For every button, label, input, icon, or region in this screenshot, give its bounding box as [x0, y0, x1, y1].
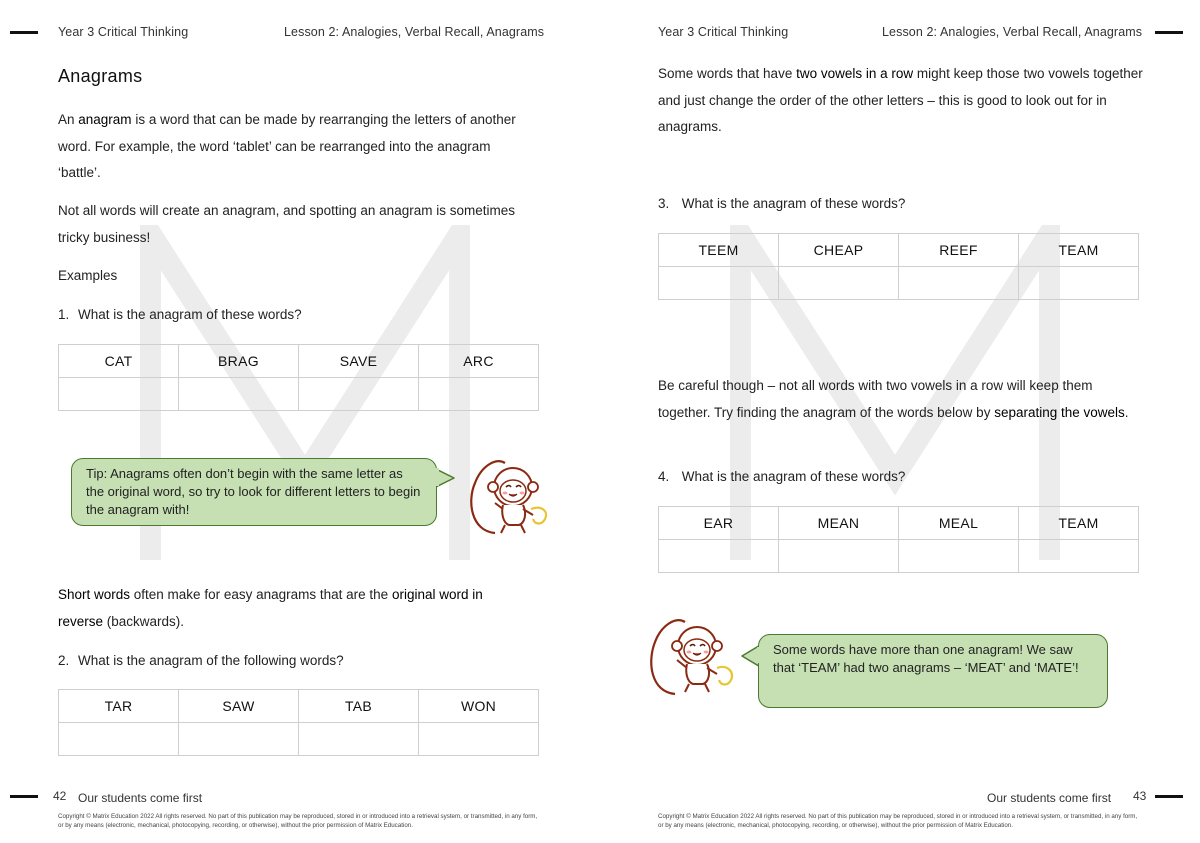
- q2-word: WON: [419, 690, 539, 723]
- short-words-paragraph: Short words often make for easy anagrams that are the original word in reverse (backwards).: [58, 587, 483, 629]
- tricky-paragraph: Not all words will create an anagram, and spotting an anagram is sometimes tricky business!: [58, 203, 515, 245]
- q2-answer-cell[interactable]: [179, 723, 299, 756]
- q1-answer-table: [58, 344, 539, 411]
- q4-answer-cell[interactable]: [899, 540, 1019, 573]
- page-number: 43: [1133, 789, 1147, 803]
- q4-word: TEAM: [1019, 507, 1139, 540]
- info-bubble-tail-join: [757, 647, 763, 663]
- q1-word: CAT: [59, 345, 179, 378]
- q1-answer-cell[interactable]: [299, 378, 419, 411]
- vowels-paragraph: Some words that have two vowels in a row might keep those two vowels together and just change the order of the other letters – this is good to look out for in anagrams.: [658, 66, 1143, 134]
- tip-bubble: Tip: Anagrams often don’t begin with the same letter as the original word, so try to look for different letters to begin the anagram with!: [71, 458, 437, 526]
- header-course: Year 3 Critical Thinking: [58, 25, 189, 39]
- careful-paragraph: Be careful though – not all words with two vowels in a row will keep them together. Try finding the anagram of the words below by separating the vowels.: [658, 378, 1129, 420]
- question-3: 3. What is the anagram of these words?: [658, 196, 906, 211]
- footer-tagline: Our students come first: [78, 791, 203, 805]
- q3-answer-table: [658, 233, 1139, 300]
- q1-answer-cell[interactable]: [419, 378, 539, 411]
- footer-tagline: Our students come first: [987, 791, 1112, 805]
- q2-answer-table: [58, 689, 539, 756]
- monkey-mascot-icon: [645, 612, 737, 702]
- header-lesson: Lesson 2: Analogies, Verbal Recall, Anagrams: [284, 25, 545, 39]
- q2-word: TAR: [59, 690, 179, 723]
- footer-rule: [10, 795, 38, 798]
- q1-word: SAVE: [299, 345, 419, 378]
- page-right: [600, 0, 1200, 843]
- q4-word: EAR: [659, 507, 779, 540]
- copyright-notice: Copyright © Matrix Education 2022 All rights reserved. No part of this publication may be reproduced, stored in or introduced into a retrieval system, or transmitted, in any form, or by any means (electronic, mechanical, photocopying, recording, or otherwise), without the prior permission of Matrix Education.: [658, 813, 1138, 829]
- q3-answer-cell[interactable]: [1019, 267, 1139, 300]
- keyword-anagram: anagram: [78, 112, 132, 127]
- q2-word: SAW: [179, 690, 299, 723]
- copyright-notice: Copyright © Matrix Education 2022 All rights reserved. No part of this publication may be reproduced, stored in or introduced into a retrieval system, or transmitted, in any form, or by any means (electronic, mechanical, photocopying, recording, or otherwise), without the prior permission of Matrix Education.: [58, 813, 538, 829]
- q3-word: TEEM: [659, 234, 779, 267]
- intro-paragraph: An anagram is a word that can be made by rearranging the letters of another word. For example, the word ‘tablet’ can be rearranged into the anagram ‘battle’.: [58, 112, 516, 180]
- q1-answer-cell[interactable]: [59, 378, 179, 411]
- q2-word: TAB: [299, 690, 419, 723]
- q4-answer-cell[interactable]: [779, 540, 899, 573]
- q3-answer-cell[interactable]: [899, 267, 1019, 300]
- question-1: 1. What is the anagram of these words?: [58, 307, 302, 322]
- q3-word: TEAM: [1019, 234, 1139, 267]
- question-2: 2. What is the anagram of the following words?: [58, 653, 344, 668]
- header-lesson: Lesson 2: Analogies, Verbal Recall, Anagrams: [882, 25, 1143, 39]
- examples-heading: Examples: [58, 268, 118, 283]
- q1-word: ARC: [419, 345, 539, 378]
- page-number: 42: [53, 789, 67, 803]
- q3-answer-cell[interactable]: [779, 267, 899, 300]
- q2-answer-cell[interactable]: [419, 723, 539, 756]
- q1-answer-cell[interactable]: [179, 378, 299, 411]
- q4-word: MEAL: [899, 507, 1019, 540]
- q1-word: BRAG: [179, 345, 299, 378]
- q3-word: REEF: [899, 234, 1019, 267]
- question-4: 4. What is the anagram of these words?: [658, 469, 906, 484]
- header-rule: [1155, 31, 1183, 34]
- q4-answer-cell[interactable]: [659, 540, 779, 573]
- header-rule: [10, 31, 38, 34]
- q4-answer-table: [658, 506, 1139, 573]
- info-bubble: Some words have more than one anagram! We saw that ‘TEAM’ had two anagrams – ‘MEAT’ and ‘MATE’!: [758, 634, 1108, 708]
- q4-answer-cell[interactable]: [1019, 540, 1139, 573]
- q2-answer-cell[interactable]: [299, 723, 419, 756]
- footer-rule: [1155, 795, 1183, 798]
- q3-word: CHEAP: [779, 234, 899, 267]
- q4-word: MEAN: [779, 507, 899, 540]
- page-title: Anagrams: [58, 66, 143, 86]
- header-course: Year 3 Critical Thinking: [658, 25, 789, 39]
- q3-answer-cell[interactable]: [659, 267, 779, 300]
- tip-bubble-tail-join: [433, 468, 439, 486]
- monkey-mascot-icon: [465, 453, 557, 539]
- q2-answer-cell[interactable]: [59, 723, 179, 756]
